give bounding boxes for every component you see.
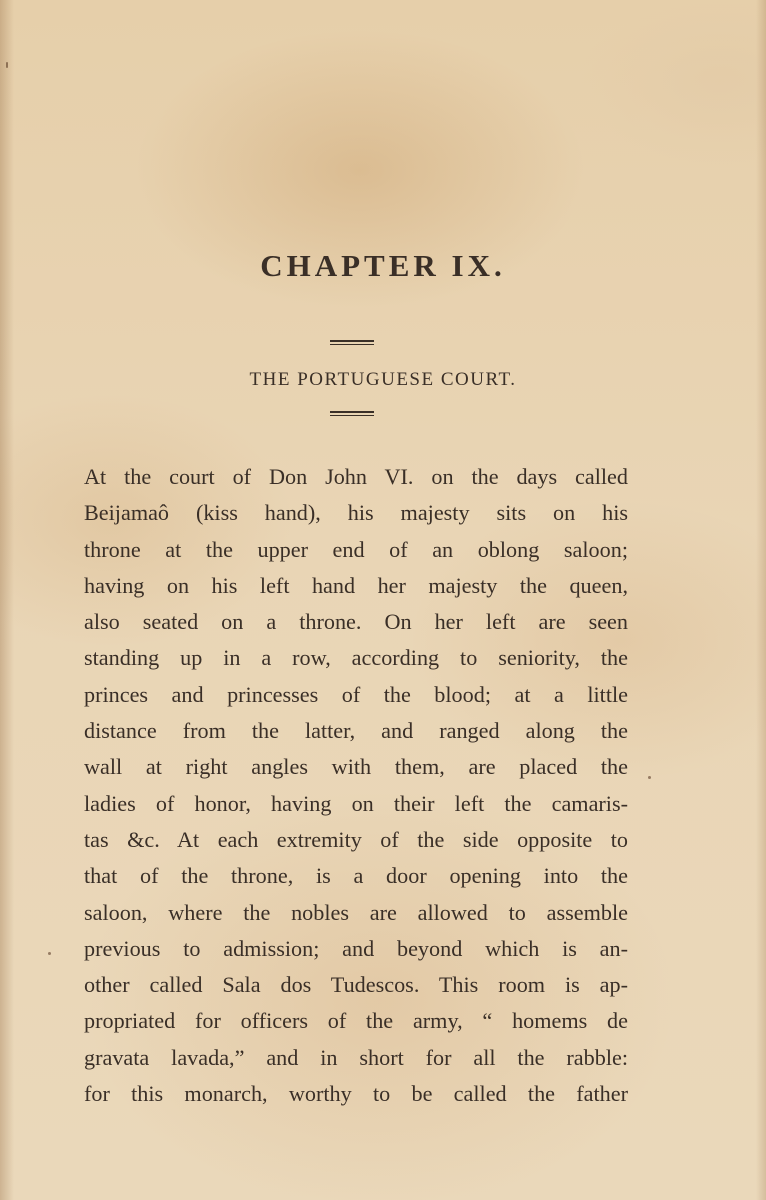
body-line: for this monarch, worthy to be called the father <box>84 1081 628 1107</box>
body-line: standing up in a row, according to seniority, the <box>84 645 628 671</box>
page-right-edge <box>756 0 766 1200</box>
paper-speck <box>648 776 651 779</box>
body-line: having on his left hand her majesty the queen, <box>84 572 628 598</box>
body-line: throne at the upper end of an oblong saloon; <box>84 536 628 562</box>
paper-speck <box>48 952 51 955</box>
body-line: other called Sala dos Tudescos. This room is ap- <box>84 972 628 998</box>
chapter-title: CHAPTER IX. <box>260 248 506 283</box>
body-line: gravata lavada,” and in short for all the rabble: <box>84 1044 628 1070</box>
body-paragraph <box>84 459 628 1112</box>
body-line: distance from the latter, and ranged along the <box>84 718 628 744</box>
double-rule-top <box>330 340 374 346</box>
body-line: wall at right angles with them, are placed the <box>84 754 628 780</box>
page-left-edge <box>0 0 14 1200</box>
body-line: princes and princesses of the blood; at a little <box>84 681 628 707</box>
body-line: At the court of Don John VI. on the days called <box>84 464 628 489</box>
body-line: propriated for officers of the army, “ homems de <box>84 1008 628 1034</box>
paper-speck <box>6 62 8 68</box>
body-line: Beijamaô (kiss hand), his majesty sits on his <box>84 500 628 526</box>
body-line: saloon, where the nobles are allowed to assemble <box>84 899 628 925</box>
body-line: also seated on a throne. On her left are seen <box>84 609 628 635</box>
body-line: previous to admission; and beyond which is an- <box>84 935 628 961</box>
double-rule-bottom <box>330 411 374 417</box>
body-line: tas &c. At each extremity of the side opposite to <box>84 826 628 852</box>
body-line: that of the throne, is a door opening into the <box>84 863 628 889</box>
body-line: ladies of honor, having on their left the camaris- <box>84 790 628 816</box>
chapter-subtitle: THE PORTUGUESE COURT. <box>249 369 517 390</box>
